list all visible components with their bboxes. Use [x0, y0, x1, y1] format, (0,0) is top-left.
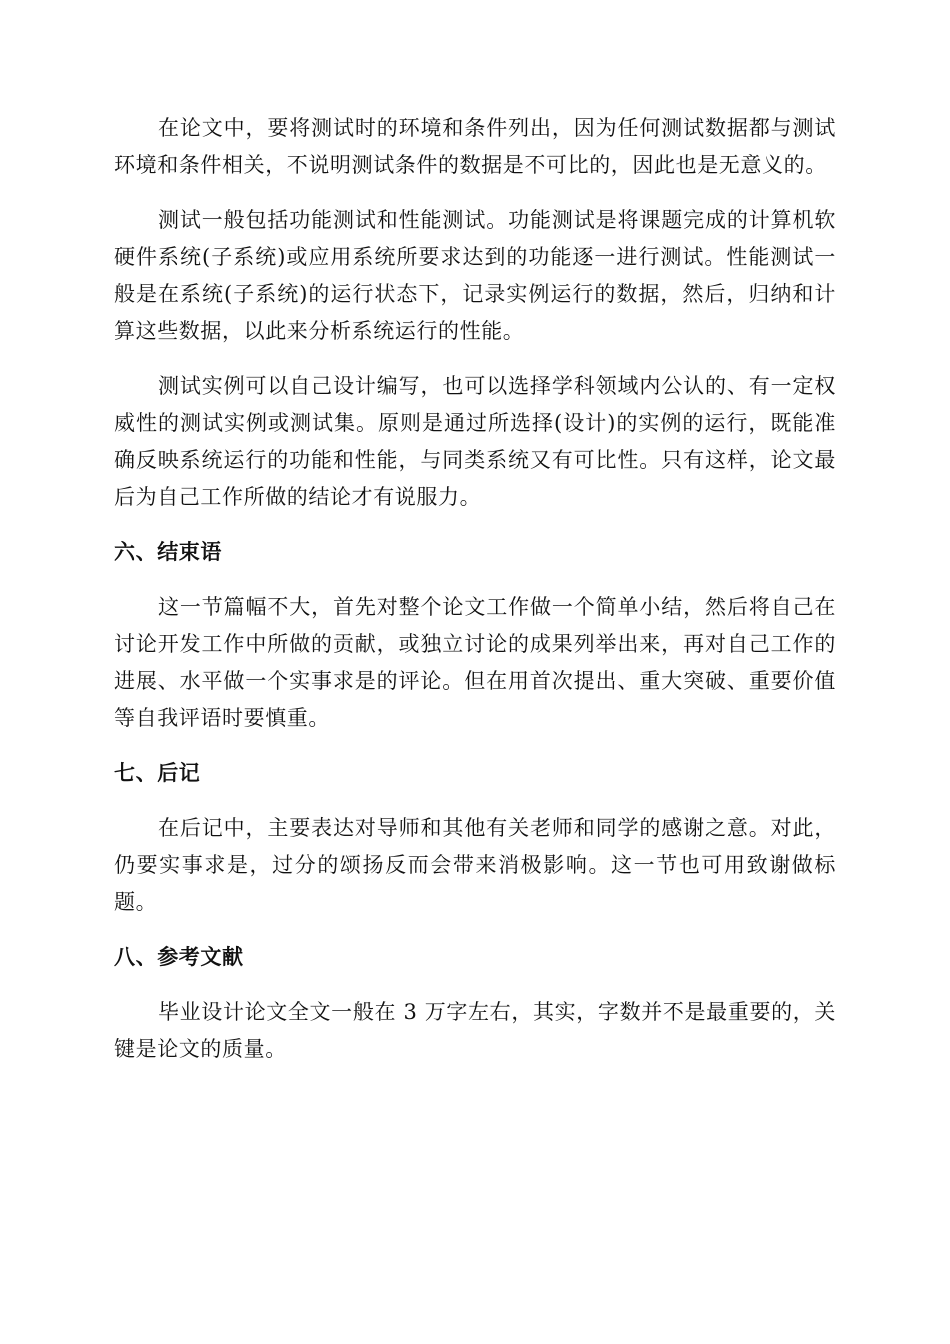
document-page — [114, 110, 836, 1086]
paragraph-test-types: 测试一般包括功能测试和性能测试。功能测试是将课题完成的计算机软硬件系统(子系统)或应用系统所要求达到的功能逐一进行测试。性能测试一般是在系统(子系统)的运行状态下，记录实例运行的数据，然后，归纳和计算这些数据，以此来分析系统运行的性能。 — [114, 208, 836, 343]
paragraph-postscript: 在后记中，主要表达对导师和其他有关老师和同学的感谢之意。对此，仍要实事求是，过分的颂扬反而会带来消极影响。这一节也可用致谢做标题。 — [114, 816, 836, 914]
section-heading-references: 八、参考文献 — [114, 945, 244, 969]
section-heading-conclusion: 六、结束语 — [114, 540, 222, 564]
section-heading-postscript: 七、后记 — [114, 761, 201, 785]
paragraph-test-instances: 测试实例可以自己设计编写，也可以选择学科领域内公认的、有一定权威性的测试实例或测试集。原则是通过所选择(设计)的实例的运行，既能准确反映系统运行的功能和性能，与同类系统又有可比性。只有这样，论文最后为自己工作所做的结论才有说服力。 — [114, 374, 836, 509]
paragraph-test-environment: 在论文中，要将测试时的环境和条件列出，因为任何测试数据都与测试环境和条件相关，不说明测试条件的数据是不可比的，因此也是无意义的。 — [114, 116, 836, 177]
paragraph-conclusion: 这一节篇幅不大，首先对整个论文工作做一个简单小结，然后将自己在讨论开发工作中所做的贡献，或独立讨论的成果列举出来，再对自己工作的进展、水平做一个实事求是的评论。但在用首次提出、重大突破、重要价值等自我评语时要慎重。 — [114, 595, 836, 730]
paragraph-references: 毕业设计论文全文一般在 3 万字左右，其实，字数并不是最重要的，关键是论文的质量。 — [114, 1000, 836, 1061]
